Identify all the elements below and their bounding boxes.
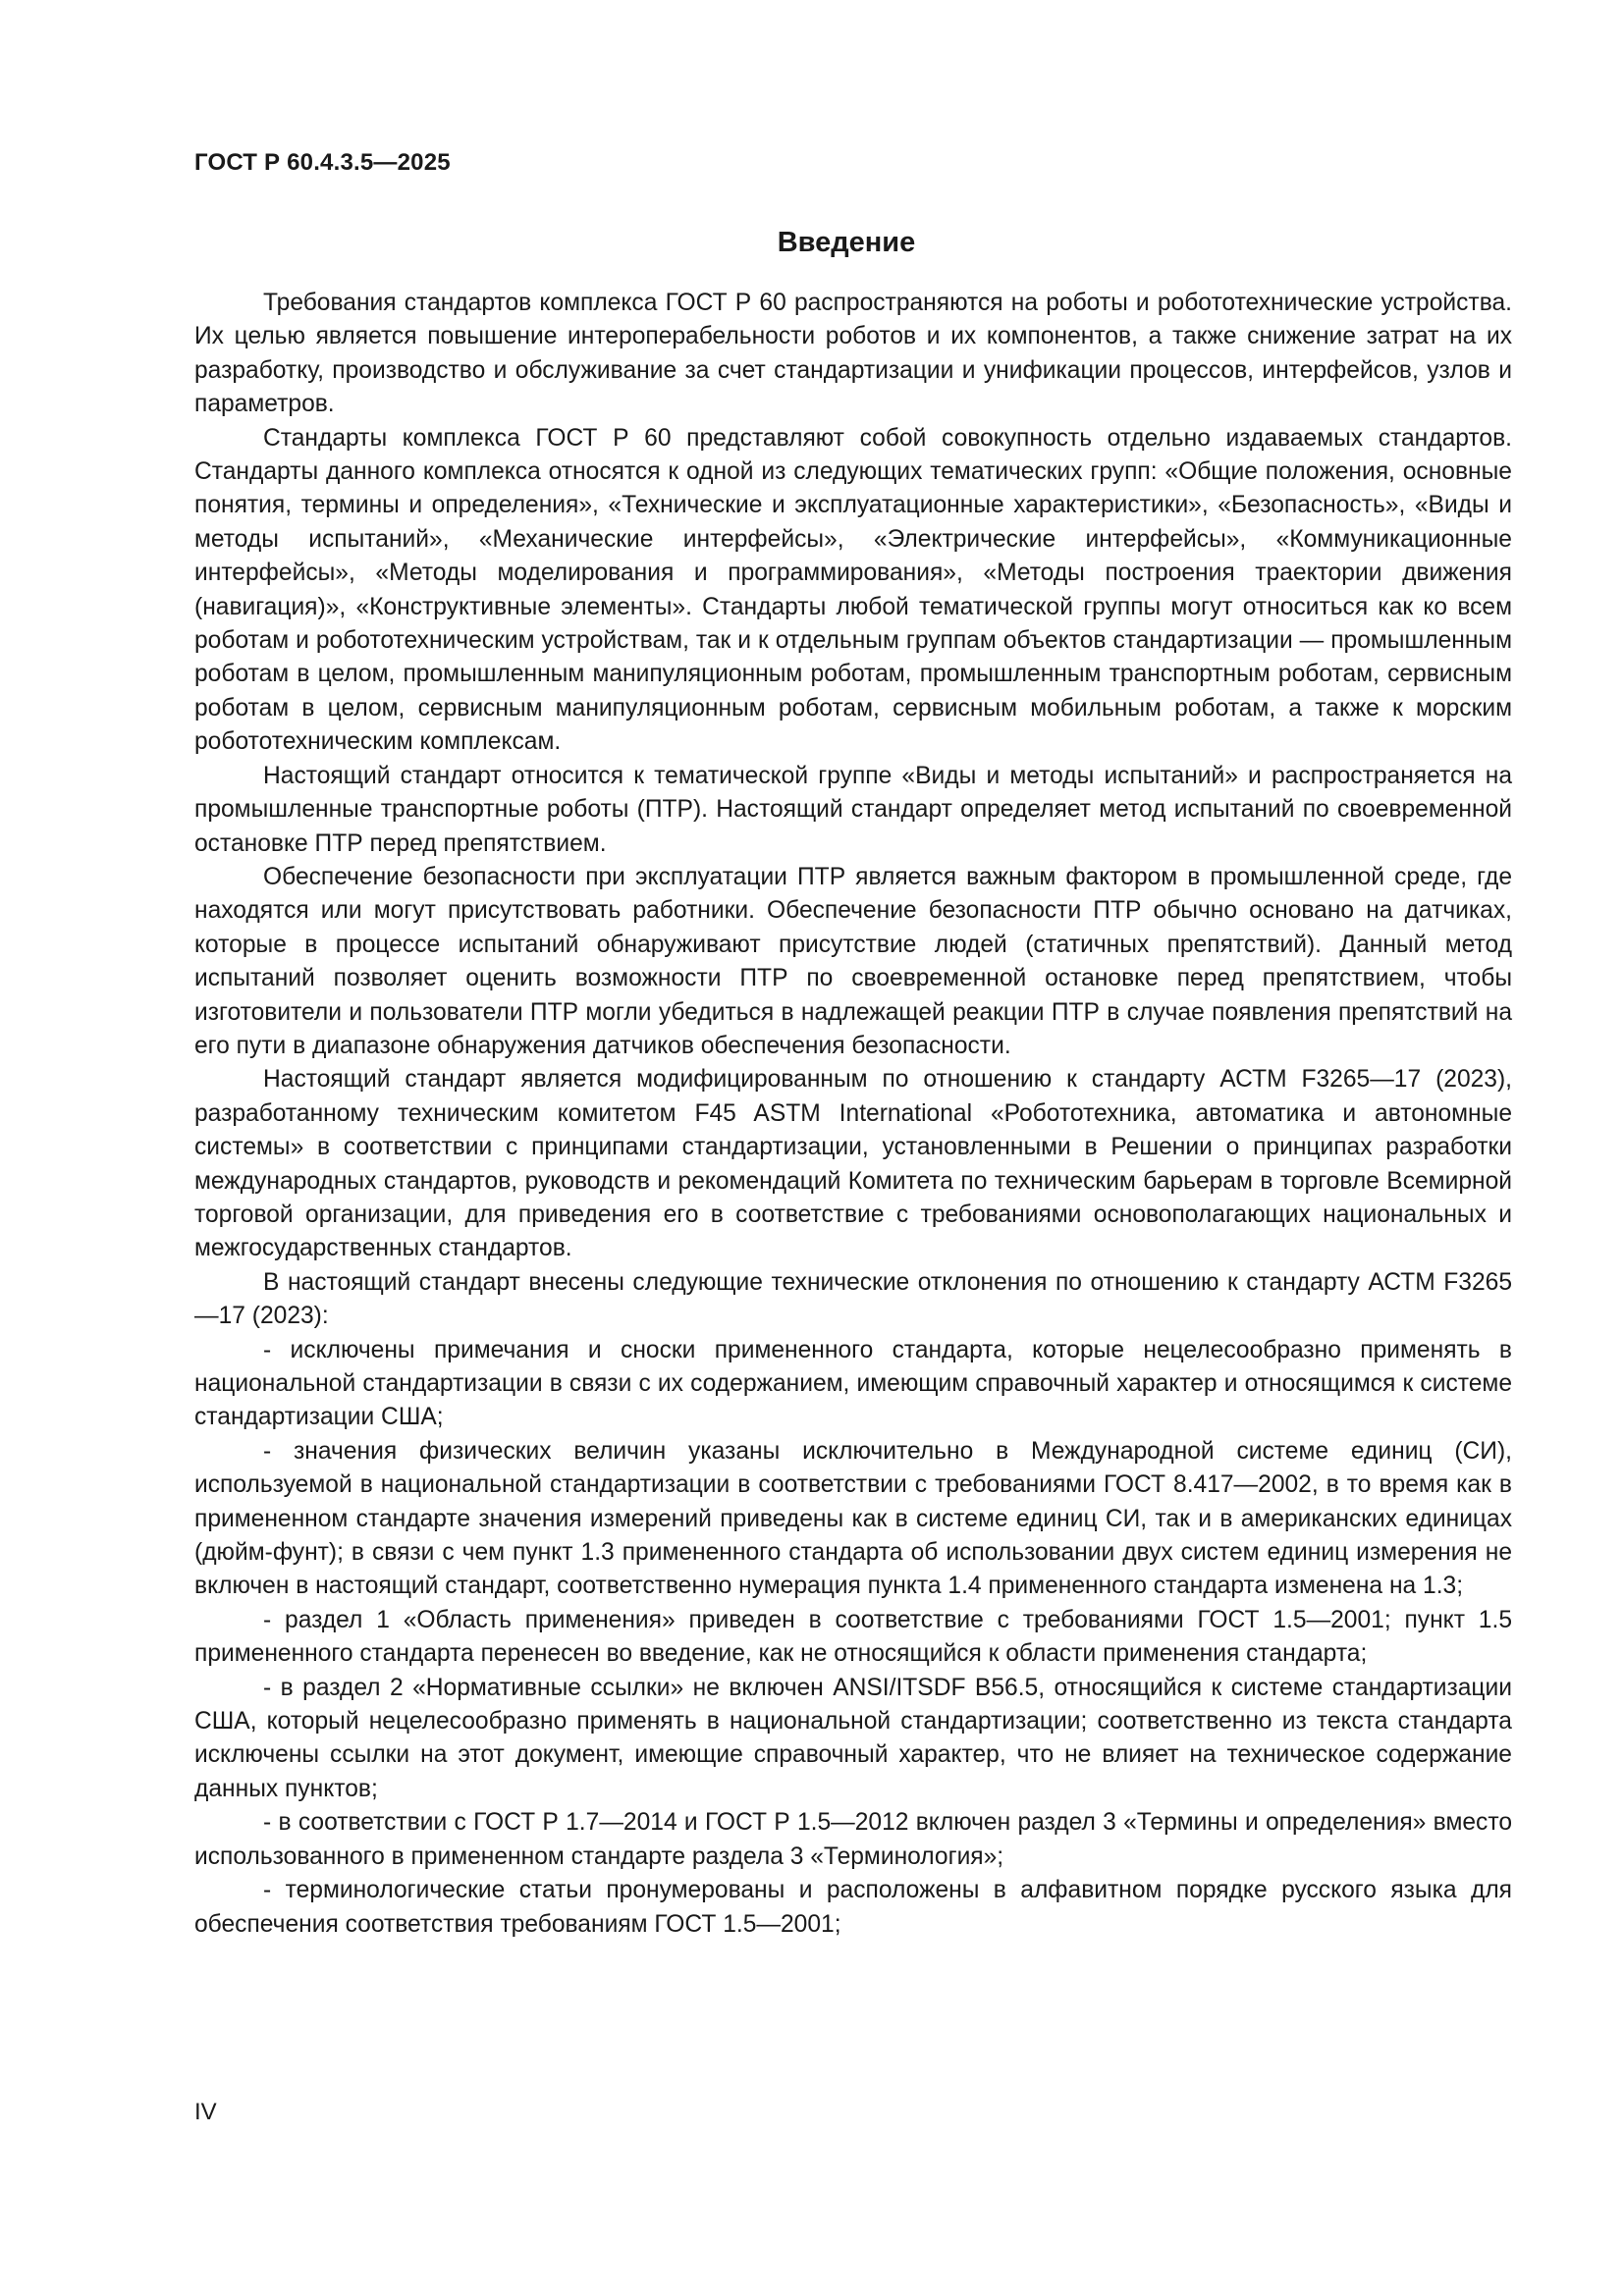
list-item-deviation-notes: - исключены примечания и сноски примененного стандарта, которые нецелесообразно применять в национальной стандартизации в связи с их содержанием, имеющим справочный характер и относящимся к системе стандартизации США;: [194, 1336, 1512, 1431]
paragraph-scope: Требования стандартов комплекса ГОСТ Р 60 распространяются на роботы и робототехнические устройства. Их целью является повышение интероперабельности роботов и их компонентов, а также снижение затрат на их разработку, производство и обслуживание за счет стандартизации и унификации процессов, интерфейсов, узлов и параметров.: [194, 290, 1512, 418]
section-title: Введение: [777, 227, 916, 258]
document-id-header: ГОСТ Р 60.4.3.5—2025: [194, 149, 451, 176]
paragraph-deviations-intro: В настоящий стандарт внесены следующие технические отклонения по отношению к стандарту АСТМ F3265—17 (2023):: [194, 1268, 1512, 1330]
list-item-deviation-section-2: - в раздел 2 «Нормативные ссылки» не включен ANSI/ITSDF B56.5, относящийся к системе стандартизации США, который нецелесообразно применять в национальной стандартизации; соответственно из текста стандарта исключены ссылки на этот документ, имеющие справочный характер, что не влияет на техническое содержание данных пунктов;: [194, 1674, 1512, 1802]
paragraph-safety: Обеспечение безопасности при эксплуатации ПТР является важным фактором в промышленной среде, где находятся или могут присутствовать работники. Обеспечение безопасности ПТР обычно основано на датчиках, которые в процессе испытаний обнаруживают присутствие людей (статичных препятствий). Данный метод испытаний позволяет оценить возможности ПТР по своевременной остановке перед препятствием, чтобы изготовители и пользователи ПТР могли убедиться в надлежащей реакции ПТР в случае появления препятствий на его пути в диапазоне обнаружения датчиков обеспечения безопасности.: [194, 863, 1512, 1059]
paragraph-modification: Настоящий стандарт является модифицированным по отношению к стандарту АСТМ F3265—17 (2023), разработанному техническим комитетом F45 ASTM International «Робототехника, автоматика и автономные системы» в соответствии с принципами стандартизации, установленными в Решении о принципах разработки международных стандартов, руководств и рекомендаций Комитета по техническим барьерам в торговле Всемирной торговой организации, для приведения его в соответствие с требованиями основополагающих национальных и межгосударственных стандартов.: [194, 1066, 1512, 1262]
list-item-deviation-section-3: - в соответствии с ГОСТ Р 1.7—2014 и ГОСТ Р 1.5—2012 включен раздел 3 «Термины и определения» вместо использованного в примененном стандарте раздела 3 «Терминология»;: [194, 1809, 1512, 1870]
section-body: [194, 287, 1512, 1942]
paragraph-thematic-groups: Стандарты комплекса ГОСТ Р 60 представляют собой совокупность отдельно издаваемых стандартов. Стандарты данного комплекса относятся к одной из следующих тематических групп: «Общие положения, основные понятия, термины и определения», «Технические и эксплуатационные характеристики», «Безопасность», «Виды и методы испытаний», «Механические интерфейсы», «Электрические интерфейсы», «Коммуникационные интерфейсы», «Методы моделирования и программирования», «Методы построения траектории движения (навигация)», «Конструктивные элементы». Стандарты любой тематической группы могут относиться как ко всем роботам и робототехническим устройствам, так и к отдельным группам объектов стандартизации — промышленным роботам в целом, промышленным манипуляционным роботам, промышленным транспортным роботам, сервисным роботам в целом, сервисным манипуляционным роботам, сервисным мобильным роботам, а также к морским робототехническим комплексам.: [194, 424, 1512, 756]
list-item-deviation-terms-order: - терминологические статьи пронумерованы и расположены в алфавитном порядке русского языка для обеспечения соответствия требованиям ГОСТ 1.5—2001;: [194, 1877, 1512, 1938]
list-item-deviation-si-units: - значения физических величин указаны исключительно в Международной системе единиц (СИ), используемой в национальной стандартизации в соответствии с требованиями ГОСТ 8.417—2002, в то время как в примененном стандарте значения измерений приведены как в системе единиц СИ, так и в американских единицах (дюйм-фунт); в связи с чем пункт 1.3 примененного стандарта об использовании двух систем единиц измерения не включен в настоящий стандарт, соответственно нумерация пункта 1.4 примененного стандарта изменена на 1.3;: [194, 1437, 1512, 1600]
page-number: IV: [194, 2099, 217, 2125]
list-item-deviation-section-1: - раздел 1 «Область применения» приведен в соответствие с требованиями ГОСТ 1.5—2001; пункт 1.5 примененного стандарта перенесен во введение, как не относящийся к области применения стандарта;: [194, 1606, 1512, 1668]
paragraph-standard-subject: Настоящий стандарт относится к тематической группе «Виды и методы испытаний» и распространяется на промышленные транспортные роботы (ПТР). Настоящий стандарт определяет метод испытаний по своевременной остановке ПТР перед препятствием.: [194, 762, 1512, 857]
